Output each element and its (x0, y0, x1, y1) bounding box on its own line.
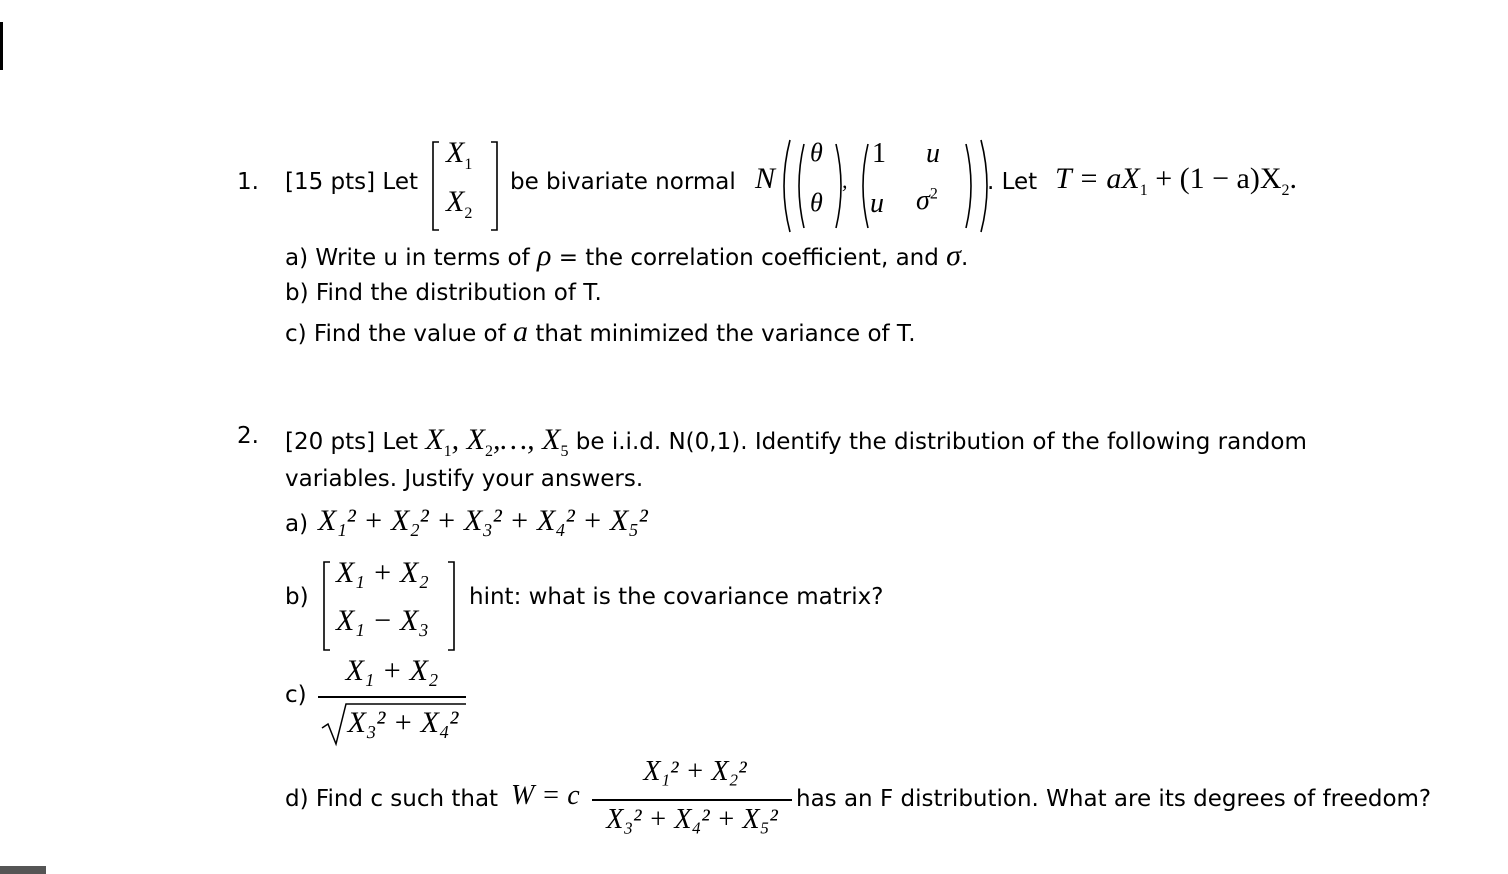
q2-number: 2. (237, 423, 259, 449)
q2-d-prefix: d) Find c such that (285, 786, 499, 812)
q1-cov-12: u (926, 138, 940, 169)
q2-c-label: c) (285, 682, 307, 708)
q2-a-expression: X₁² + X₂² + X₃² + X₄² + X₅² (318, 504, 648, 537)
q1-T-expression: $T = aX_1 + (1 - a)X_2$. (1055, 162, 1298, 199)
q2-b-top: X₁ + X₂ (336, 556, 429, 589)
q2-intro: [20 pts] Let $X_1$, $X_2,\dots$, $X_5$ be i.i.d. N(0,1). Identify the distribution of the following random (285, 423, 1307, 460)
q2-line2: variables. Justify your answers. (285, 466, 644, 492)
q2-c-denominator: X₃² + X₄² (347, 706, 459, 739)
q1-vector-x2: $X_2$ (446, 185, 473, 222)
q2-b-hint: hint: what is the covariance matrix? (469, 584, 884, 610)
q1-intro: [15 pts] Let (285, 169, 419, 195)
q2-d-W: W = c (511, 780, 580, 811)
q1-cov-21: u (870, 188, 884, 219)
q1-mid-text: be bivariate normal (510, 169, 736, 195)
q1-mean-top: θ (810, 138, 823, 167)
q2-a-label: a) (285, 511, 309, 537)
q1-part-c: c) Find the value of a that minimized the variance of T. (285, 315, 916, 348)
q1-cov-22: $\sigma^2$ (916, 185, 938, 216)
q1-let-text: . Let (987, 169, 1038, 195)
q2-d-postfix: has an F distribution. What are its degrees of freedom? (796, 786, 1432, 812)
q2-b-label: b) (285, 584, 309, 610)
q2-d-numerator: X₁² + X₂² (643, 756, 747, 787)
edge-mark-bottom (0, 866, 46, 874)
q1-part-b: b) Find the distribution of T. (285, 280, 602, 306)
q1-mean-comma: , (842, 168, 848, 193)
q1-number: 1. (237, 169, 259, 195)
q1-mean-bottom: θ (810, 188, 823, 217)
q1-cov-11: 1 (872, 138, 886, 169)
q1-part-a: a) Write u in terms of ρ = the correlation coefficient, and σ. (285, 239, 969, 272)
q2-b-bottom: X₁ − X₃ (336, 604, 429, 637)
q2-c-fraction-line (318, 696, 466, 698)
q1-dist-symbol: N (755, 162, 776, 195)
q2-c-numerator: X₁ + X₂ (345, 654, 439, 687)
q2-d-denominator: X₃² + X₄² + X₅² (606, 804, 778, 835)
edge-mark-top (0, 22, 3, 70)
q2-d-fraction-line (592, 799, 792, 801)
q1-vector-x1: $X_1$ (446, 136, 473, 173)
